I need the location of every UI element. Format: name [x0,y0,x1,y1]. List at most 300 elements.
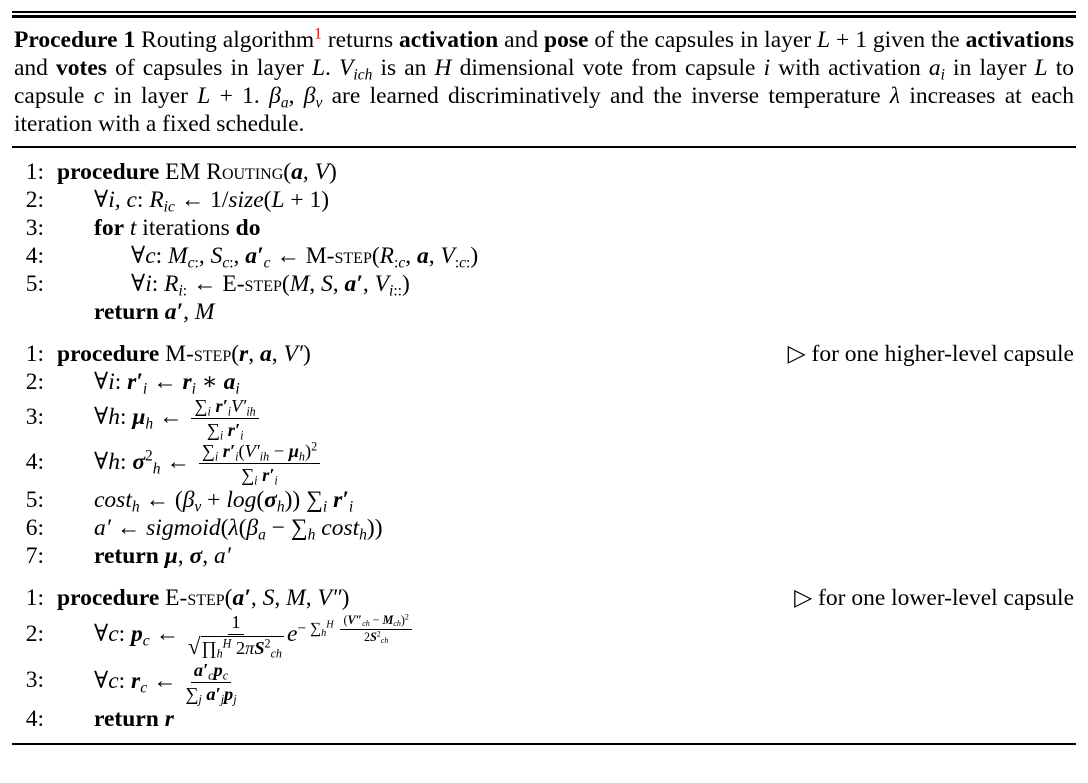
text-token: 2 [364,629,371,644]
text-token: S [254,638,265,659]
algorithm-line [12,186,1076,214]
algorithm-body [12,158,1076,733]
text-token: 2 [404,612,409,622]
algorithm-em-routing [12,158,1076,326]
fraction-numerator [340,614,411,630]
text-token: )) ∑ [284,487,323,514]
text-token: pose [544,27,589,53]
text-token: − [269,441,289,462]
fraction-denominator [241,464,278,486]
text-token: a′ [213,543,231,570]
text-token: i [348,498,354,516]
text-token: do [235,215,261,241]
text-token: ( [231,341,240,367]
text-token: + 1) [284,187,330,213]
text-token: j [220,691,225,706]
text-token: of the capsules in layer [588,27,818,53]
text-token: c [140,678,148,696]
text-token: : [119,449,133,476]
text-token [393,619,401,628]
text-token: for [94,215,125,241]
text-token: 1 [231,612,241,633]
text-token [132,499,140,516]
text-token: h [321,627,327,639]
text-token: , [288,83,304,109]
text-token: 2 [376,629,381,639]
text-token: , [309,271,322,297]
text-token: r′ [215,396,228,416]
text-token: ← [153,403,189,430]
algorithm-m-step [12,340,1076,570]
text-token: ← 1/ [174,187,229,213]
algorithm-line [12,158,1076,186]
text-token [143,633,150,650]
text-token [164,198,175,215]
line-content [57,242,478,270]
text-token: ( [371,243,380,269]
text-token [314,25,322,42]
algorithm-line [12,396,1076,441]
text-token: , [248,341,260,367]
text-token: a [258,526,266,544]
text-token: ( [238,515,247,542]
text-token: c [187,254,195,272]
fraction-denominator [188,635,284,659]
text-token: Procedure 1 [14,27,136,53]
text-token: a′ [164,299,184,325]
text-token: M [289,271,310,297]
text-token: 2 [264,636,271,651]
text-token: h [307,526,316,544]
text-token: with activation [770,55,929,81]
text-token: a [416,243,429,269]
text-token: in layer [944,55,1035,81]
text-token: a′ [206,683,221,704]
line-number: 4: [25,705,44,732]
text-token: E- [159,585,188,612]
text-token: L [1034,55,1048,81]
fraction-denominator [207,419,244,441]
text-token: ( [256,487,265,514]
text-token: ich [353,66,373,84]
text-token: c [222,667,229,682]
text-token: of capsules in layer [106,55,312,81]
line-number: 2: [25,369,44,395]
algorithm-line [12,368,1076,396]
line-content [57,486,353,514]
bottom-rule [12,743,1076,745]
text-token: i [763,55,771,81]
text-token: ∑ [241,465,255,486]
text-token: ) [341,585,350,612]
text-token: ∀ [94,369,109,395]
text-token [153,460,161,477]
text-token: cost [321,515,360,542]
text-token: r′ [333,487,349,514]
text-token: h [131,498,140,516]
text-token: h [145,415,154,433]
text-token: μ [288,441,299,462]
text-token: L [311,55,326,81]
text-token: a [928,55,941,81]
text-token: H [434,55,452,81]
text-token: a [223,369,236,395]
text-token: ← [147,667,183,694]
text-token: , [177,543,190,570]
text-token: , [332,271,345,297]
text-token: , [274,585,287,612]
line-content [57,612,415,659]
text-token: ← ( [139,487,183,514]
text-token: β [182,487,195,514]
text-token: : [394,254,399,272]
text-token: i [240,428,244,443]
fraction [185,660,236,705]
text-token: a′ [232,585,251,612]
text-token: L [817,27,831,53]
text-token: are learned discriminatively and the inverse temperature [322,83,890,109]
text-token: ( [238,441,245,462]
text-token: size [228,187,264,213]
text-token: S [210,243,223,269]
text-token: c [263,254,271,272]
line-number: 1: [25,159,44,185]
text-token: procedure [57,341,160,367]
fraction [191,396,258,441]
text-token: and [498,27,544,53]
text-token: step [187,585,225,612]
text-token [188,254,199,271]
algorithm-line [12,542,1076,570]
text-token: c [142,632,150,650]
text-token [362,619,370,628]
text-token: ∀ [94,667,109,694]
text-token: : [118,667,132,694]
algorithm-line [12,441,1076,486]
fraction-numerator [191,660,231,683]
text-token: r′ [222,441,236,462]
text-token: procedure [57,159,160,185]
text-token: i [214,449,219,464]
text-token [264,254,271,271]
text-token: h [359,526,367,544]
text-token [258,527,266,544]
text-token: h [152,460,161,478]
text-token: i [219,428,224,443]
text-token: c [108,621,119,648]
text-token: i [322,498,328,516]
text-token: μ [132,403,146,430]
text-token: h [298,449,305,464]
text-token: h [276,498,285,516]
text-token: : [182,282,188,300]
text-token: ( [343,612,348,627]
text-token [311,439,317,453]
text-token [178,282,187,299]
text-token: − [369,612,383,627]
top-rule-thick [12,15,1076,18]
text-token: ( [263,187,272,213]
text-token: ( [224,585,233,612]
text-token [389,282,402,299]
text-token: : [229,254,234,272]
text-token: : [151,271,165,297]
text-token: sigmoid [146,515,221,542]
algorithm-line [12,612,1076,659]
text-token: dimensional vote from capsule [451,55,764,81]
line-content [57,186,329,214]
text-token: ih [259,449,270,464]
text-token: c [93,83,105,109]
text-token: β [269,83,281,109]
text-token: activation [399,27,499,53]
text-token: V [339,55,354,81]
text-token: V″ [317,585,342,612]
text-token: V [314,159,329,185]
algorithm-e-step [12,584,1076,732]
text-token: votes [56,55,107,81]
square-root [188,636,284,659]
text-token: a′ [193,659,209,680]
text-token: r [131,667,141,694]
text-token: L [271,187,285,213]
text-token: , [405,243,417,269]
text-token: , [428,243,441,269]
text-token: + [201,487,227,514]
text-token: V′ [231,396,247,416]
line-number: 3: [25,403,44,430]
text-token: ( [283,159,292,185]
text-token: M [382,612,394,627]
text-token: r′ [127,369,143,395]
line-content [57,542,231,570]
text-token: in layer [104,83,198,109]
text-token: returns [321,27,400,53]
text-token: ch [362,619,370,629]
procedure-caption [14,26,1074,138]
text-token: : [454,254,460,272]
line-content [57,441,323,486]
text-token: t [129,215,137,241]
radical-sign: √ [187,634,201,660]
text-token: . [325,55,340,81]
text-token [405,612,409,621]
text-token: i [235,449,239,464]
text-token: c [222,254,230,272]
text-token: i [227,404,232,419]
text-token: return [94,299,159,325]
text-token: r′ [262,465,275,486]
text-token [277,499,285,516]
algorithm-line [12,705,1076,733]
text-token: M [168,243,188,269]
text-token: i [142,380,148,398]
text-token: − ∑ [265,515,308,542]
text-token: i [389,282,394,300]
text-token: ∑ [185,683,199,704]
text-token: ih [246,404,256,419]
algorithm-line [12,514,1076,542]
fraction-numerator [191,396,258,419]
fraction [199,441,320,486]
text-token: i [254,473,258,488]
text-token: i [191,380,196,398]
algorithm-line [12,584,1076,612]
text-token: ← [147,369,183,395]
text-token: , [362,271,375,297]
algorithm-line [12,486,1076,514]
text-token: R [164,271,179,297]
text-token: σ [264,487,277,514]
text-token [281,94,289,111]
text-token: + 1 given the [830,27,966,53]
text-token: S [370,629,377,644]
text-token [235,380,239,397]
text-token: is an [372,55,435,81]
text-token [455,254,471,271]
text-token: c [208,667,214,682]
text-token: : [155,243,169,269]
fraction-numerator [199,441,320,464]
text-token: p [224,683,234,704]
text-token [394,254,405,271]
text-token: ) [401,271,410,297]
text-token: ∏ [201,638,217,659]
fraction-denominator [185,683,236,705]
text-token: r′ [227,420,241,441]
text-token: : [194,254,199,272]
text-token: c [145,243,156,269]
text-token [297,612,415,645]
text-token: return [94,543,159,570]
text-token: ch [393,619,401,629]
algorithm-line [12,660,1076,705]
text-token: a [280,94,289,112]
text-token [260,450,269,464]
text-token: ) [302,341,311,367]
text-token: )) [366,515,383,542]
text-token: iterations [136,215,236,241]
text-token: R [379,243,395,269]
text-token: ∀ [131,243,146,269]
text-token: i [274,473,278,488]
text-token: ic [163,198,175,216]
text-token: ) [304,441,312,462]
text-token: a′ [245,243,264,269]
text-token: , [305,585,318,612]
text-token: i [178,282,183,300]
text-token: step [244,271,282,297]
line-content [57,340,311,368]
text-token: r [164,705,174,732]
text-token: , [250,585,263,612]
text-token: p [131,621,143,648]
text-token: ( [281,271,290,297]
text-token [145,448,153,465]
text-token: h [216,646,223,661]
text-token: 2 [145,447,153,465]
text-token: L [197,83,211,109]
text-token: a′ [94,515,111,542]
text-token: a [259,341,272,367]
line-number: 5: [25,271,44,297]
text-token: μ [164,543,178,570]
text-token: i [108,369,115,395]
footnote-ref[interactable]: 1 [314,25,322,43]
text-token: j [233,691,237,706]
text-token: c [108,667,119,694]
text-token: EM [159,159,207,185]
line-number: 4: [25,243,44,269]
text-token: r [182,369,192,395]
text-token: , [233,243,246,269]
text-token: λ [889,83,901,109]
text-token: Routing [206,159,284,185]
text-token: v [315,94,323,112]
fraction-denominator [364,630,388,645]
text-token: λ [228,515,239,542]
text-token [223,668,228,682]
text-token: return [94,705,159,732]
line-number: 2: [25,187,44,213]
text-token: ← E- [187,271,245,297]
text-token: ← [110,515,147,542]
line-number: 1: [25,341,44,367]
text-token: : [119,403,133,430]
fraction [188,612,284,659]
line-content [57,368,240,396]
algorithm-line [12,340,1076,368]
text-token: ∑ [206,420,220,441]
text-token [349,499,353,516]
text-token: i [235,380,240,398]
text-token [359,527,367,544]
text-token: ← [149,621,185,648]
line-comment: ▷ for one lower-level capsule [794,585,1074,612]
text-token [271,647,282,661]
text-token [334,620,338,637]
text-token: : [118,621,132,648]
line-content [57,158,337,186]
text-token: i [940,66,945,84]
text-token: ch [270,646,282,661]
text-token: h [108,403,120,430]
text-token: r [239,341,249,367]
line-content [57,298,214,326]
text-token: V″ [347,612,363,627]
text-token: 2 [311,439,318,454]
line-comment: ▷ for one higher-level capsule [787,341,1074,367]
text-token: σ [189,543,203,570]
line-content [57,214,260,242]
line-number: 1: [25,585,44,612]
line-content [57,660,240,705]
text-token: S [321,271,333,297]
text-token: ∑ [201,441,215,462]
text-token: ch [380,635,389,645]
text-token: ∑ [194,396,208,416]
text-token [222,254,233,271]
text-token: , [202,543,214,570]
line-content [57,514,383,542]
text-token: c [459,254,467,272]
fraction-numerator [228,612,243,635]
text-token: + 1. [210,83,270,109]
text-token: ∀ [131,271,146,297]
text-token: : [466,254,471,272]
text-token: , [198,243,211,269]
text-token: ∀ [94,187,109,213]
